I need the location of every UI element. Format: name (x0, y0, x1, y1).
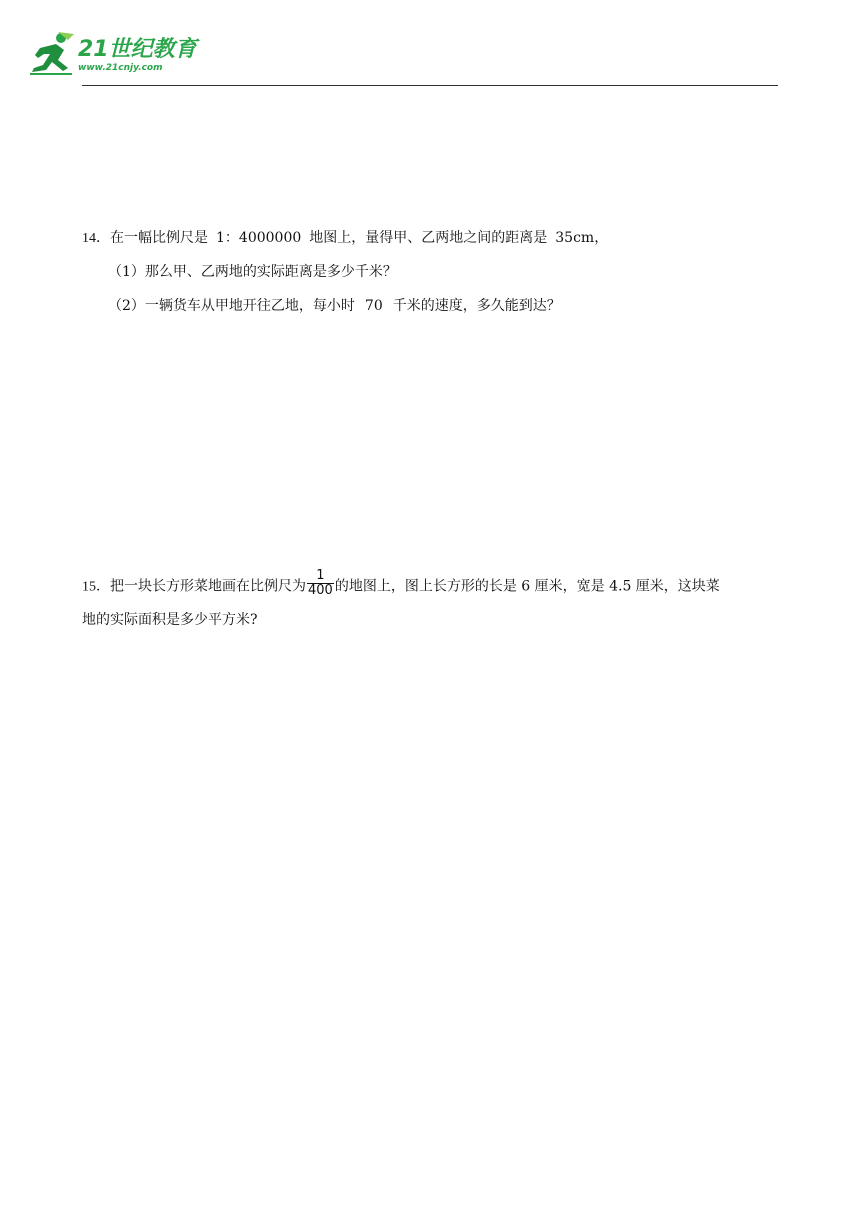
question-text: （2）一辆货车从甲地开往乙地，每小时 (108, 298, 355, 314)
question-number: 14 (82, 231, 96, 246)
question-14-sub-2 (108, 296, 561, 316)
fraction-denominator: 400 (308, 583, 333, 598)
speed-value: 70 (364, 298, 383, 314)
question-15-line-2: 地的实际面积是多少平方米? (82, 612, 258, 628)
question-text: 千米的速度，多久能到达？ (392, 298, 561, 314)
question-text: 的地图上，图上长方形的长是 6 厘米，宽是 4.5 厘米，这块菜 (334, 578, 720, 595)
fraction-numerator: 1 (307, 569, 334, 584)
scale-value: 1：4000000 (216, 230, 302, 246)
question-14-stem: 14．在一幅比例尺是 1：4000000 地图上，量得甲、乙两地之间的距离是 35cm， (82, 230, 609, 246)
question-number: 15 (82, 579, 96, 595)
question-14-sub-1: （1）那么甲、乙两地的实际距离是多少千米？ (108, 264, 397, 280)
question-text: 地图上，量得甲、乙两地之间的距离是 (309, 230, 548, 246)
logo-wordmark: 21世纪教育 (78, 37, 197, 62)
distance-value: 35cm， (555, 230, 609, 246)
page-header (28, 30, 197, 78)
question-15-line-1: 15．把一块长方形菜地画在比例尺为 $\frac{1}{400}$ 的地图上，图上长方形的长是 6 厘米，宽是 4.5 厘米，这块菜 (82, 568, 720, 598)
runner-logo-icon (28, 30, 78, 76)
scale-fraction (307, 569, 334, 598)
question-text: 把一块长方形菜地画在比例尺为 (110, 578, 306, 595)
logo-url: www.21cnjy.com (78, 63, 163, 73)
question-text: 在一幅比例尺是 (110, 230, 208, 246)
header-divider (82, 85, 778, 86)
